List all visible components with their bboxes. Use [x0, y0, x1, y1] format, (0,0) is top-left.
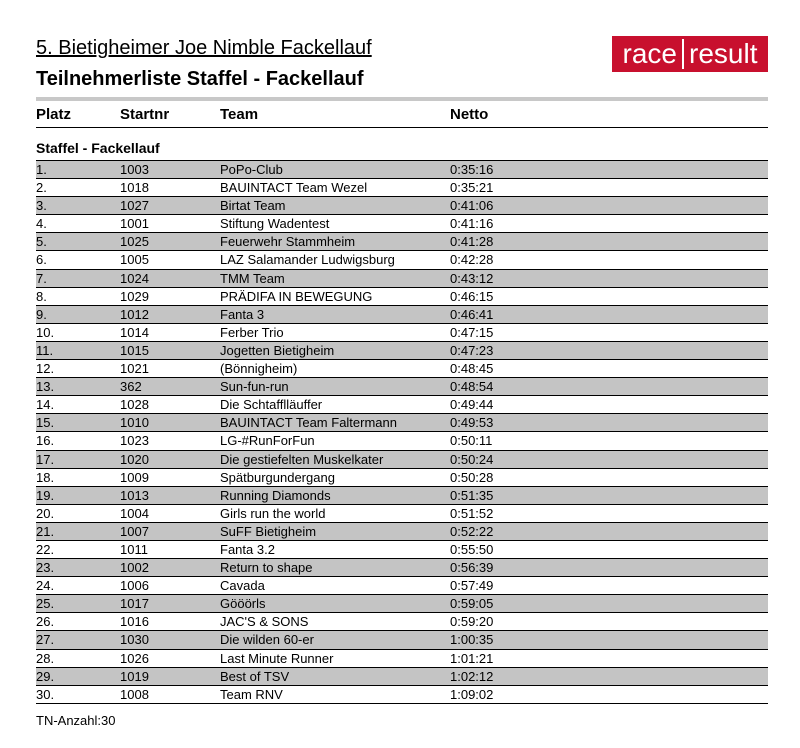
cell-startnr: 1020	[120, 451, 149, 467]
cell-platz: 12.	[36, 361, 55, 377]
cell-startnr: 1019	[120, 668, 149, 684]
cell-platz: 22.	[36, 541, 55, 557]
cell-netto: 0:55:50	[450, 541, 494, 557]
cell-startnr: 1006	[120, 578, 149, 594]
cell-netto: 0:51:52	[450, 505, 494, 521]
cell-team: Fanta 3.2	[220, 541, 275, 557]
cell-netto: 0:48:45	[450, 361, 494, 377]
cell-platz: 3.	[36, 198, 47, 214]
cell-platz: 27.	[36, 632, 55, 648]
cell-netto: 0:41:06	[450, 198, 494, 214]
cell-netto: 1:00:35	[450, 632, 494, 648]
cell-team: Girls run the world	[220, 505, 326, 521]
participant-count: TN-Anzahl:30	[36, 713, 116, 728]
cell-team: Die wilden 60-er	[220, 632, 314, 648]
cell-platz: 16.	[36, 433, 55, 449]
cell-startnr: 1013	[120, 487, 149, 503]
cell-netto: 0:43:12	[450, 270, 494, 286]
table-row	[36, 233, 768, 251]
cell-platz: 19.	[36, 487, 55, 503]
cell-startnr: 1026	[120, 650, 149, 666]
cell-netto: 0:35:21	[450, 180, 494, 196]
cell-team: Birtat Team	[220, 198, 286, 214]
table-row	[36, 215, 768, 233]
logo-word-race: race	[622, 38, 677, 69]
document-title: 5. Bietigheimer Joe Nimble Fackellauf	[36, 37, 372, 59]
table-row	[36, 595, 768, 613]
cell-netto: 0:47:15	[450, 324, 494, 340]
cell-team: Return to shape	[220, 560, 313, 576]
cell-team: Sun-fun-run	[220, 379, 289, 395]
cell-platz: 15.	[36, 415, 55, 431]
cell-startnr: 1001	[120, 216, 149, 232]
table-row	[36, 324, 768, 342]
cell-startnr: 1021	[120, 361, 149, 377]
table-row	[36, 161, 768, 179]
cell-netto: 0:52:22	[450, 523, 494, 539]
group-label: Staffel - Fackellauf	[36, 140, 160, 156]
cell-netto: 0:49:44	[450, 397, 494, 413]
cell-team: Ferber Trio	[220, 324, 284, 340]
cell-platz: 28.	[36, 650, 55, 666]
cell-netto: 0:46:41	[450, 306, 494, 322]
cell-startnr: 1003	[120, 162, 149, 177]
table-row	[36, 251, 768, 269]
cell-platz: 26.	[36, 614, 55, 630]
column-header-startnr: Startnr	[120, 106, 170, 123]
table-row	[36, 577, 768, 595]
table-row	[36, 523, 768, 541]
cell-team: Best of TSV	[220, 668, 290, 684]
table-row	[36, 378, 768, 396]
cell-platz: 21.	[36, 523, 55, 539]
cell-netto: 0:56:39	[450, 560, 494, 576]
cell-startnr: 1018	[120, 180, 149, 196]
cell-startnr: 1029	[120, 288, 149, 304]
cell-platz: 13.	[36, 379, 55, 395]
cell-team: Gööörls	[220, 596, 266, 612]
cell-netto: 0:48:54	[450, 379, 494, 395]
cell-startnr: 1009	[120, 469, 149, 485]
cell-platz: 30.	[36, 686, 55, 702]
cell-platz: 4.	[36, 216, 47, 232]
column-header-row	[36, 106, 768, 126]
table-row	[36, 360, 768, 378]
column-header-team: Team	[220, 106, 259, 123]
logo-word-result: result	[689, 38, 758, 69]
cell-startnr: 1023	[120, 433, 149, 449]
cell-netto: 1:09:02	[450, 686, 494, 702]
cell-startnr: 1008	[120, 686, 149, 702]
cell-team: Jogetten Bietigheim	[220, 342, 335, 358]
cell-team: Cavada	[220, 578, 265, 594]
table-row	[36, 668, 768, 686]
cell-platz: 29.	[36, 668, 55, 684]
table-row	[36, 559, 768, 577]
cell-netto: 0:46:15	[450, 288, 494, 304]
cell-netto: 0:47:23	[450, 342, 494, 358]
cell-platz: 5.	[36, 234, 47, 250]
cell-startnr: 1002	[120, 560, 149, 576]
logo-separator	[682, 39, 684, 69]
cell-team: Die Schtafflläuffer	[220, 397, 323, 413]
document-subtitle: Teilnehmerliste Staffel - Fackellauf	[36, 68, 364, 90]
cell-netto: 0:50:24	[450, 451, 494, 467]
cell-platz: 7.	[36, 270, 47, 286]
table-row	[36, 414, 768, 432]
cell-team: PRÄDIFA IN BEWEGUNG	[220, 288, 373, 304]
cell-team: PoPo-Club	[220, 162, 283, 177]
cell-netto: 0:41:28	[450, 234, 494, 250]
cell-netto: 0:50:11	[450, 433, 493, 449]
cell-netto: 1:01:21	[450, 650, 494, 666]
cell-startnr: 1030	[120, 632, 149, 648]
table-row	[36, 505, 768, 523]
cell-startnr: 1017	[120, 596, 149, 612]
cell-team: Spätburgundergang	[220, 469, 335, 485]
header-rule	[36, 97, 768, 101]
cell-team: BAUINTACT Team Faltermann	[220, 415, 397, 431]
column-header-underline	[36, 127, 768, 128]
cell-platz: 24.	[36, 578, 55, 594]
cell-team: Last Minute Runner	[220, 650, 334, 666]
cell-platz: 2.	[36, 180, 47, 196]
cell-startnr: 1015	[120, 342, 149, 358]
cell-startnr: 1005	[120, 252, 149, 268]
cell-team: BAUINTACT Team Wezel	[220, 180, 368, 196]
table-row	[36, 469, 768, 487]
cell-startnr: 1004	[120, 505, 149, 521]
cell-netto: 0:41:16	[450, 216, 494, 232]
table-row	[36, 396, 768, 414]
cell-startnr: 362	[120, 379, 142, 395]
race-result-logo	[612, 36, 768, 72]
cell-netto: 0:50:28	[450, 469, 494, 485]
cell-platz: 25.	[36, 596, 55, 612]
cell-netto: 0:59:05	[450, 596, 494, 612]
cell-team: SuFF Bietigheim	[220, 523, 317, 539]
table-row	[36, 613, 768, 631]
cell-startnr: 1024	[120, 270, 149, 286]
table-row	[36, 487, 768, 505]
cell-team: LG-#RunForFun	[220, 433, 315, 449]
cell-team: Die gestiefelten Muskelkater	[220, 451, 384, 467]
cell-team: (Bönnigheim)	[220, 361, 298, 377]
column-header-netto: Netto	[450, 106, 489, 123]
table-row	[36, 541, 768, 559]
cell-team: Running Diamonds	[220, 487, 331, 503]
table-row	[36, 270, 768, 288]
cell-team: Stiftung Wadentest	[220, 216, 330, 232]
cell-platz: 10.	[36, 324, 55, 340]
cell-team: Team RNV	[220, 686, 283, 702]
table-row	[36, 451, 768, 469]
cell-team: Feuerwehr Stammheim	[220, 234, 356, 250]
cell-startnr: 1010	[120, 415, 149, 431]
cell-startnr: 1025	[120, 234, 149, 250]
cell-platz: 1.	[36, 162, 47, 177]
table-row	[36, 179, 768, 197]
cell-startnr: 1012	[120, 306, 149, 322]
table-row	[36, 432, 768, 450]
cell-platz: 17.	[36, 451, 55, 467]
cell-startnr: 1007	[120, 523, 149, 539]
table-row	[36, 306, 768, 324]
results-table	[36, 160, 768, 704]
cell-platz: 6.	[36, 252, 47, 268]
cell-netto: 0:57:49	[450, 578, 494, 594]
cell-platz: 20.	[36, 505, 55, 521]
cell-netto: 0:49:53	[450, 415, 494, 431]
column-header-platz: Platz	[36, 106, 72, 123]
cell-startnr: 1027	[120, 198, 149, 214]
cell-netto: 0:42:28	[450, 252, 494, 268]
cell-netto: 0:51:35	[450, 487, 494, 503]
cell-platz: 18.	[36, 469, 55, 485]
cell-platz: 11.	[36, 342, 54, 358]
cell-platz: 9.	[36, 306, 47, 322]
cell-platz: 14.	[36, 397, 55, 413]
table-row	[36, 288, 768, 306]
table-row	[36, 342, 768, 360]
table-row	[36, 197, 768, 215]
table-row	[36, 631, 768, 649]
cell-team: LAZ Salamander Ludwigsburg	[220, 252, 395, 268]
cell-team: TMM Team	[220, 270, 285, 286]
cell-startnr: 1011	[120, 541, 148, 557]
table-row	[36, 650, 768, 668]
cell-startnr: 1016	[120, 614, 149, 630]
cell-netto: 1:02:12	[450, 668, 494, 684]
table-row	[36, 686, 768, 704]
cell-netto: 0:35:16	[450, 162, 494, 177]
cell-platz: 8.	[36, 288, 47, 304]
cell-team: JAC'S & SONS	[220, 614, 309, 630]
cell-team: Fanta 3	[220, 306, 265, 322]
cell-netto: 0:59:20	[450, 614, 494, 630]
cell-startnr: 1028	[120, 397, 149, 413]
cell-startnr: 1014	[120, 324, 149, 340]
cell-platz: 23.	[36, 560, 55, 576]
